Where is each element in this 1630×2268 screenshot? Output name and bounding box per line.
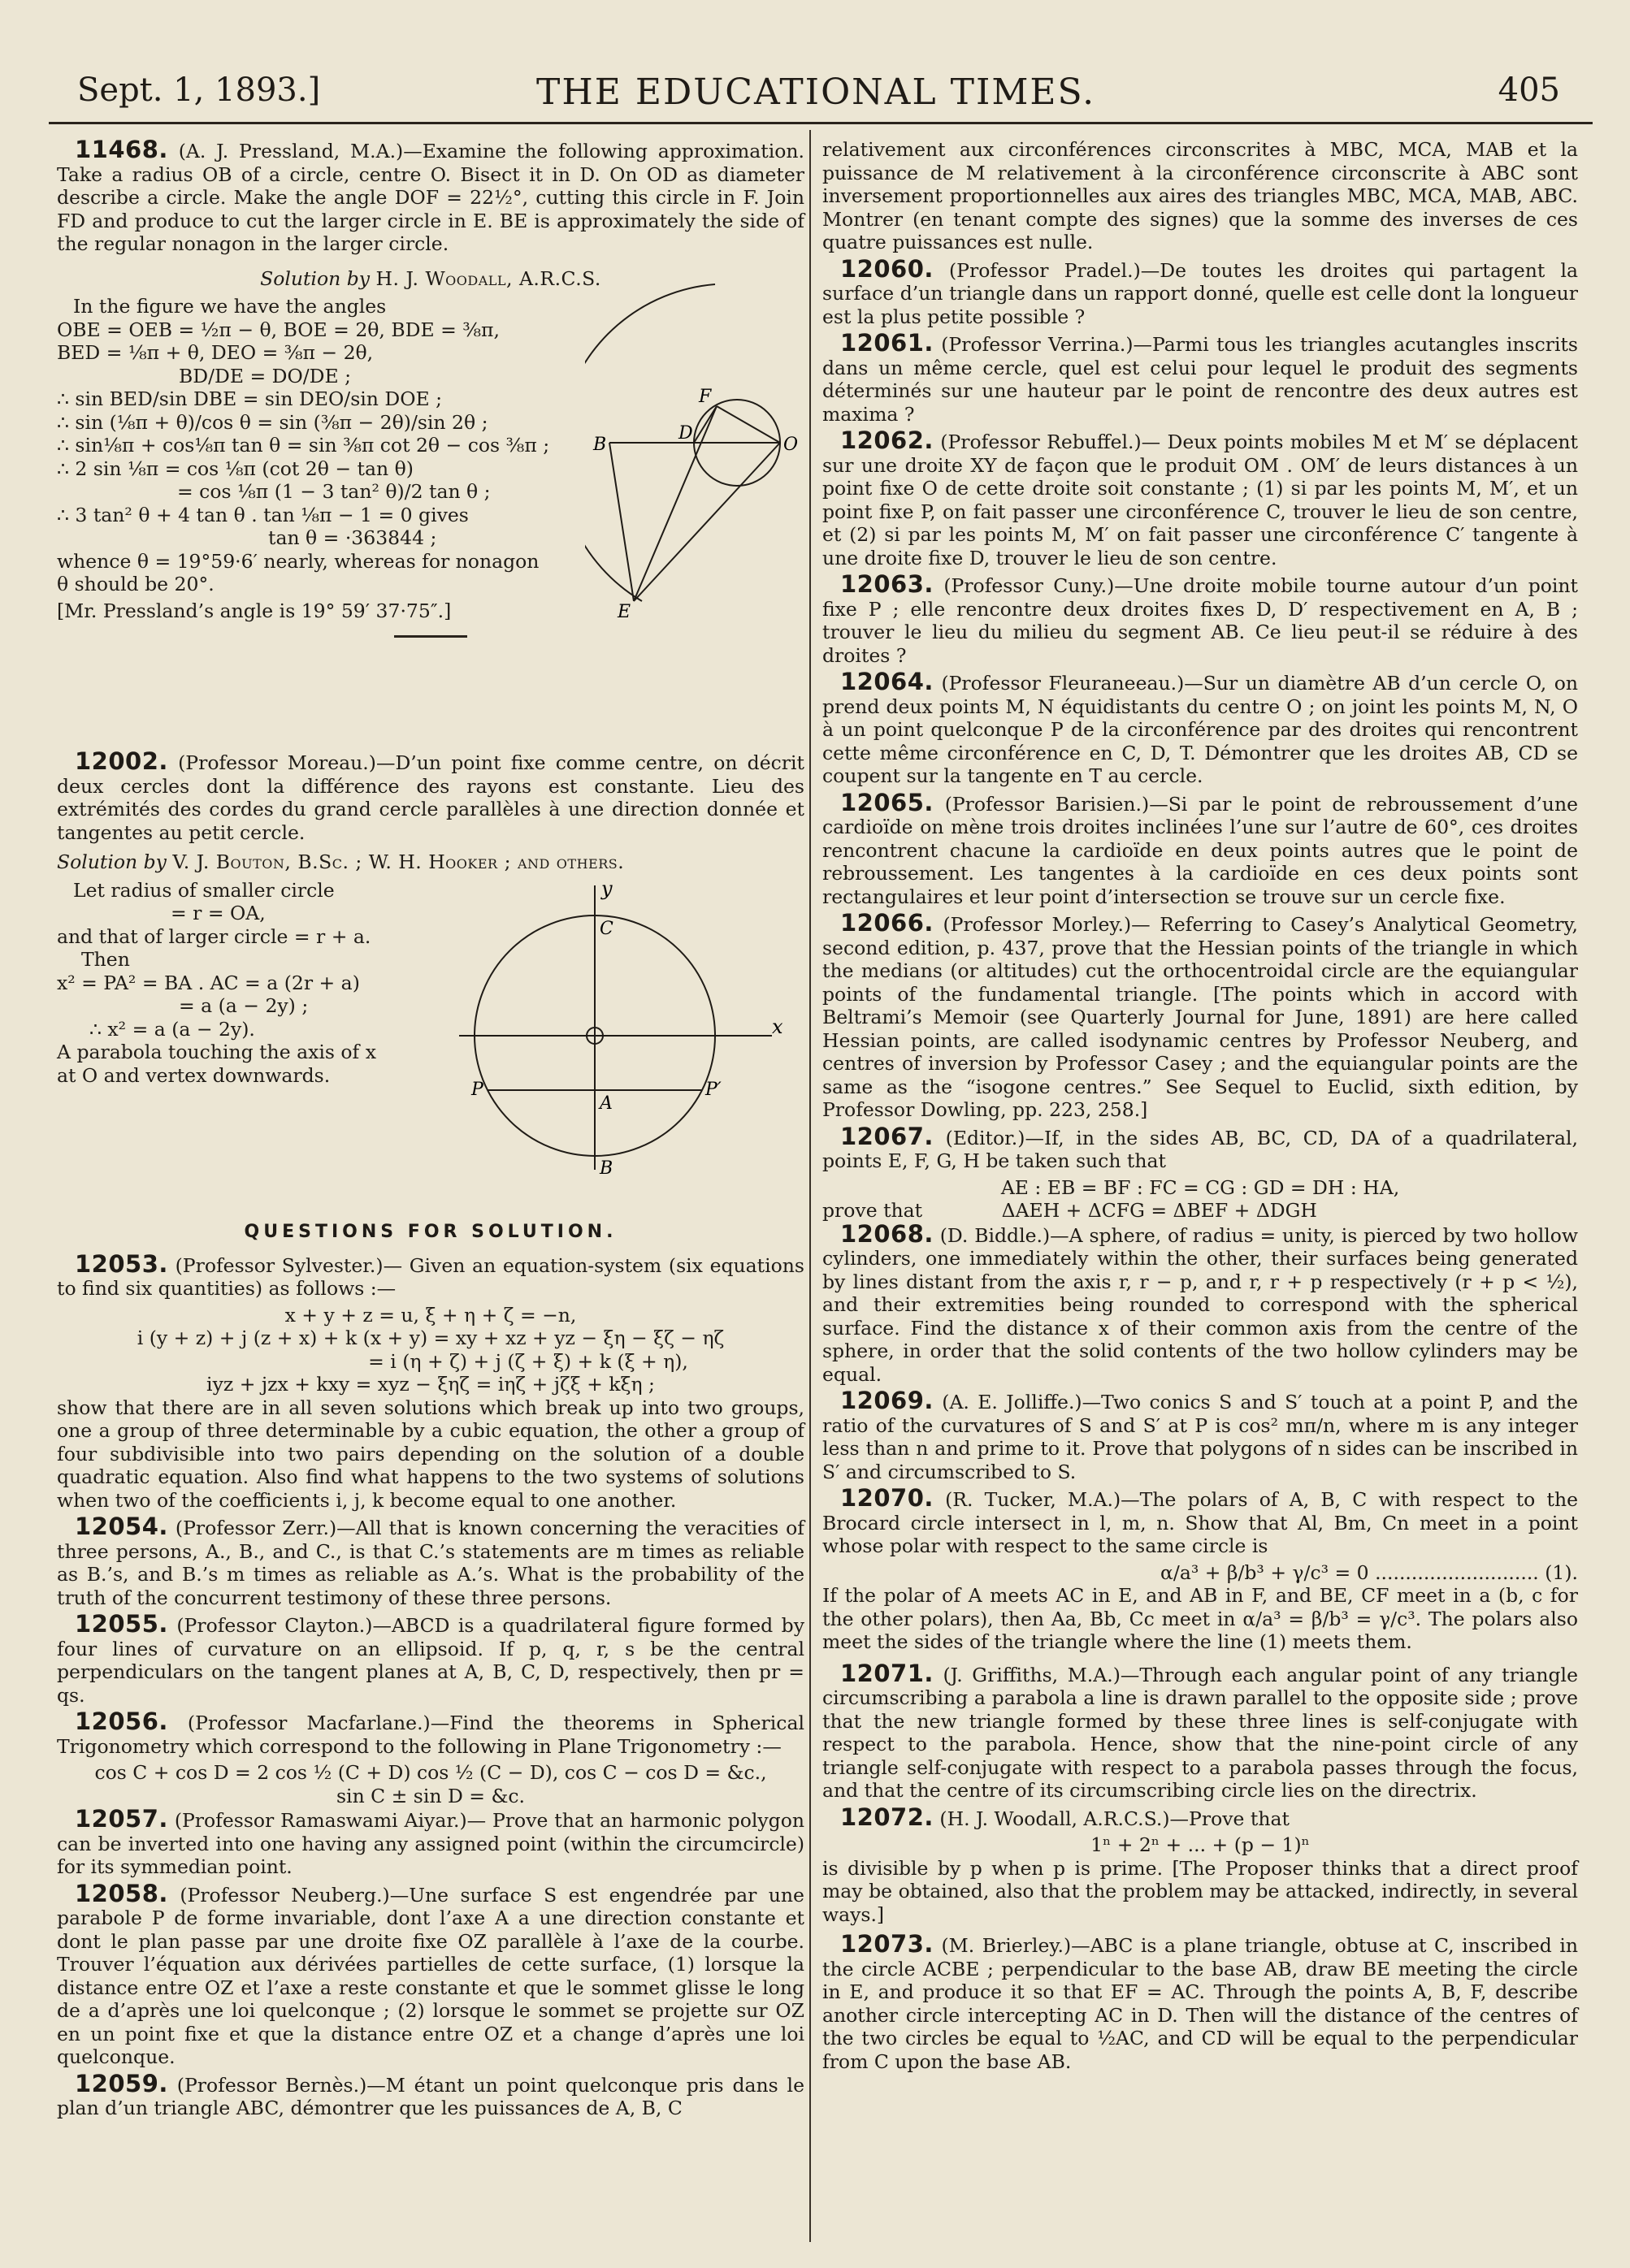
question-12072: 12072. (H. J. Woodall, A.R.C.S.)—Prove that bbox=[840, 1803, 1290, 1831]
solution-12002-body: Solution by V. J. Bouton, B.Sc. ; W. H. Hooker ; and others. Let radius of smaller circle = r = OA, and that of larger circle = r + a. Then x² = PA² = BA . AC = a (2r + a) = a (a − 2y) ; ∴ x² = a (a − 2y). A parabola touching the axis of x at O and vertex downwards. bbox=[57, 850, 625, 1087]
question-12053: 12053. (Professor Sylvester.)— Given an equation-system (six equations to find six quantities) as follows :— bbox=[57, 1249, 804, 1300]
right-column: relativement aux circonférences circonscrites à MBC, MCA, MAB et la puissance de M relativement à la circonférence circonscrite à ABC sont inversement proportionnelles aux aires des triangles MBC, MCA, MAB, ABC. Montrer (en tenant compte des signes) que la somme des inverses de ces quatre puissances est nulle. 12060. (Professor Pradel.)—De toutes les droites qui partagent la surface d’un triangle dans un rapport donné, quelle est celle dont la longueur est la plus petite possible ? 12061. (Professor Verrina.)—Parmi tous les triangles acutangles inscrits dans un même cercle, quel est celui pour lequel le produit des segments déterminés sur une hauteur par le point de rencontre des deux autres est maxima ? 12062. (Professor Rebuffel.)— Deux points mobiles M et M′ se déplacent sur une droite XY de façon que le produit OM . OM′ de leurs distances à un point fixe O de cette droite soit constante ; (1) si par les points M, M′, et un point fixe P, on fait passer une circonférence C, trouver le lieu de son centre, et (2) si par les points M, M′ on fait passer une circonférence C′ tangente à une droite fixe D, trouver le lieu de son centre. 12063. (Professor Cuny.)—Une droite mobile tourne autour d’un point fixe P ; elle rencontre deux droites fixes D, D′ respectivement en A, B ; trouver le lieu du milieu du segment AB. Ce lieu peut-il se réduire à des droites ? 12064. (Professor Fleuraneeau.)—Sur un diamètre AB d’un cercle O, on prend deux points M, N équidistants du centre O ; on joint les points M, N, O à un point quelconque P de la circonférence par des droites qui rencontrent cette même circonférence en C, D, T. Démontrer que les droites AB, CD se coupent sur la tangente en T au cercle. 12065. (Professor Barisien.)—Si par le point de rebroussement d’une cardioïde on mène trois droites inclinées l’une sur l’autre de 60°, ces droites rencontrent chacune la cardioïde en deux points autres que le point de rebroussement. Les tangentes à la cardioïde en ces deux points sont rectangulaires et leur point d’intersection se trouve sur un cercle fixe. 12066. (Professor Morley.)— Referring to Casey’s Analytical Geometry, second edition, p. 437, prove that the Hessian points of the triangle in which the medians (or altitudes) cut the orthocentroidal circle are the equiangular points of the fundamental triangle. [The points which in accord with Beltrami’s Memoir (see Quarterly Journal for June, 1891) are here called Hessian points, are called isodynamic centres by Professor Neuberg, and centres of inversion by Professor Casey ; and the equiangular points are the same as the “isogone centres.” See Sequel to Euclid, sixth edition, by Professor Dowling, pp. 223, 258.] 12067. (Editor.)—If, in the sides AB, BC, CD, DA of a quadrilateral, points E, F, G, H be taken such that AE : EB = BF : FC = CG : GD = DH : HA, prove that ΔAEH + ΔCFG = ΔBEF + ΔDGH 12068. (D. Biddle.)—A sphere, of radius = unity, is pierced by two hollow cylinders, one immediately within the other, their surfaces being generated by lines distant from the axis r, r − p, and r, r + p respectively (r + p < ½), and their extremities being rounded to correspond with the spherical surface. Find the distance x of their common axis from the centre of the sphere, in order that the solid contents of the two hollow cylinders may be equal. 12069. (A. E. Jolliffe.)—Two conics S and S′ touch at a point P, and the ratio of the curvatures of S and S′ at P is cos² mπ/n, where m is any integer less than n and prime to it. Prove that polygons of n sides can be inscribed in S′ and circumscribed to S. 12070. (R. Tucker, M.A.)—The polars of A, B, C with respect to the Brocard circle intersect in l, m, n. Show that Al, Bm, Cn meet in a point whose polar with respect to the same circle is α/a³ + β/b³ + γ/c³ = 0 ........................... (1). If the polar of A meets AC in E, and AB in F, and BE, CF meet in a (b, c for the other polars), then Aa, Bb, Cc meet in α/a³ = β/b³ = γ/c³. The polars also meet the sides of the triangle where the line (1) meets them. 12071. (J. Griffiths, M.A.)—Through each angular point of any triangle circumscribing a parabola a line is drawn parallel to the opposite side ; prove that the new triangle formed by these three lines is self-conjugate with respect to the parabola. Hence, show that the nine-point circle of any triangle self-conjugate with respect to a parabola passes through the focus, and that the centre of its circumscribing circle lies on the directrix. 12072. (H. J. Woodall, A.R.C.S.)—Prove that 1ⁿ + 2ⁿ + ... + (p − 1)ⁿ is divisible by p when p is prime. [The Proposer thinks that a direct proof may be obtained, also that the problem may be attacked, indirectly, in several ways.] 12073. (M. Brierley.)—ABC is a plane triangle, obtuse at C, inscribed in the circle ACBE ; perpendicular to the base AB, draw BE meeting the circle in E, and produce it so that EF = AC. Through the points A, B, F, describe another circle intercepting AC in D. Then will the distance of the centres of the two circles be equal to ½AC, and CD will be equal to the perpendicular from C upon the base AB. bbox=[822, 138, 1578, 2073]
question-12073: 12073. (M. Brierley.)—ABC is a plane triangle, obtuse at C, inscribed in the circle ACBE ; perpendicular to the base AB, draw BE meeting the circle in E, and produce it so that EF = AC. Through the points A, B, F, describe another circle intercepting AC in D. Then will the distance of the centres of the two circles be equal to ½AC, and CD will be equal to the perpendicular from C upon the base AB. bbox=[822, 1930, 1578, 2073]
fig2-label-b: B bbox=[600, 1158, 613, 1179]
questions-heading: QUESTIONS FOR SOLUTION. bbox=[244, 1222, 618, 1242]
question-12057: 12057. (Professor Ramaswami Aiyar.)— Prove that an harmonic polygon can be inverted into one having any assigned point (within the circumcircle) for its symmedian point. bbox=[57, 1805, 804, 1878]
fig2-label-p: P bbox=[471, 1080, 483, 1100]
question-12056: 12056. (Professor Macfarlane.)—Find the theorems in Spherical Trigonometry which correspond to the following in Plane Trigonometry :— bbox=[57, 1707, 804, 1758]
question-12060: 12060. (Professor Pradel.)—De toutes les droites qui partagent la surface d’un triangle dans un rapport donné, quelle est celle dont la longueur est la plus petite possible ? bbox=[822, 254, 1578, 328]
separator bbox=[394, 635, 467, 638]
page-header bbox=[49, 71, 1593, 123]
question-12062: 12062. (Professor Rebuffel.)— Deux points mobiles M et M′ se déplacent sur une droite XY de façon que le produit OM . OM′ de leurs distances à un point fixe O de cette droite soit constante ; (1) si par les points M, M′, et un point fixe P, on fait passer une circonférence C, trouver le lieu de son centre, et (2) si par les points M, M′ on fait passer une circonférence C′ tangente à une droite fixe D, trouver le lieu de son centre. bbox=[822, 426, 1578, 569]
solution-11468-heading: Solution by H. J. Woodall, A.R.C.S. bbox=[260, 266, 601, 290]
fig2-label-a: A bbox=[600, 1093, 613, 1114]
question-12058: 12058. (Professor Neuberg.)—Une surface S est engendrée par une parabole P de forme invariable, dont l’axe A a une direction constante et dont le plan passe par une droite fixe OZ parallèle à l’axe de la courbe. Trouver l’équation aux dérivées partielles de cette surface, (1) lorsque la distance entre OZ et l’axe a reste constante et que le sommet glisse le long de a d’après une loi quelconque ; (2) lorsque le sommet se projette sur OZ en un point fixe et que la distance entre OZ et a change d’après une loi quelconque. bbox=[57, 1879, 804, 2068]
fig2-label-x: x bbox=[772, 1015, 783, 1038]
question-12066: 12066. (Professor Morley.)— Referring to Casey’s Analytical Geometry, second edition, p. 437, prove that the Hessian points of the triangle in which the medians (or altitudes) cut the orthocentroidal circle are the equiangular points of the fundamental triangle. [The points which in accord with Beltrami’s Memoir (see Quarterly Journal for June, 1891) are here called Hessian points, are called isodynamic centres by Professor Neuberg, and centres of inversion by Professor Casey ; and the equiangular points are the same as the “isogone centres.” See Sequel to Euclid, sixth edition, by Professor Dowling, pp. 223, 258.] bbox=[822, 909, 1578, 1121]
fig1-label-o: O bbox=[783, 435, 799, 455]
header-date: Sept. 1, 1893.] bbox=[77, 71, 321, 109]
question-12059: 12059. (Professor Bernès.)—M étant un point quelconque pris dans le plan d’un triangle ABC, démontrer que les puissances de A, B, C bbox=[57, 2069, 804, 2119]
fig1-label-d: D bbox=[678, 423, 693, 444]
question-12069: 12069. (A. E. Jolliffe.)—Two conics S and S′ touch at a point P, and the ratio of the curvatures of S and S′ at P is cos² mπ/n, where m is any integer less than n and prime to it. Prove that polygons of n sides can be inscribed in S′ and circumscribed to S. bbox=[822, 1387, 1578, 1483]
fig1-label-f: F bbox=[699, 387, 712, 407]
question-12068: 12068. (D. Biddle.)—A sphere, of radius = unity, is pierced by two hollow cylinders, one immediately within the other, their surfaces being generated by lines distant from the axis r, r − p, and r, r + p respectively (r + p < ½), and their extremities being rounded to correspond with the spherical surface. Find the distance x of their common axis from the centre of the sphere, in order that the solid contents of the two hollow cylinders may be equal. bbox=[822, 1219, 1578, 1386]
question-12002: 12002. (Professor Moreau.)—D’un point fixe comme centre, on décrit deux cercles dont la différence des rayons est constante. Lieu des extrémités des cordes du grand cercle parallèles à une direction donnée et tangentes au petit cercle. bbox=[57, 747, 804, 844]
fig2-label-c: C bbox=[600, 919, 613, 939]
header-title: THE EDUCATIONAL TIMES. bbox=[536, 71, 1096, 113]
fig2-label-p-prime: P′ bbox=[705, 1080, 722, 1100]
fig2-label-y: y bbox=[601, 877, 613, 900]
solution-11468-body: In the figure we have the angles OBE = OEB = ½π − θ, BOE = 2θ, BDE = ⅜π, BED = ⅛π + θ, DEO = ⅜π − 2θ, BD/DE = DO/DE ; ∴ sin BED/sin DBE = sin DEO/sin DOE ; ∴ sin (⅛π + θ)/cos θ = sin (⅜π − 2θ)/sin 2θ ; ∴ sin⅛π + cos⅛π tan θ = sin ⅜π cot 2θ − cos ⅜π ; ∴ 2 sin ⅛π = cos ⅛π (cot 2θ − tan θ) = cos ⅛π (1 − 3 tan² θ)/2 tan θ ; ∴ 3 tan² θ + 4 tan θ . tan ⅛π − 1 = 0 gives tan θ = ·363844 ; whence θ = 19°59·6′ nearly, whereas for nonagon θ should be 20°. [Mr. Pressland’s angle is 19° 59′ 37·75″.] bbox=[57, 295, 804, 750]
question-12063: 12063. (Professor Cuny.)—Une droite mobile tourne autour d’un point fixe P ; elle rencontre deux droites fixes D, D′ respectivement en A, B ; trouver le lieu du milieu du segment AB. Ce lieu peut-il se réduire à des droites ? bbox=[822, 570, 1578, 667]
fig1-label-b: B bbox=[593, 435, 607, 455]
question-12065: 12065. (Professor Barisien.)—Si par le point de rebroussement d’une cardioïde on mène trois droites inclinées l’une sur l’autre de 60°, ces droites rencontrent chacune la cardioïde en deux points autres que le point de rebroussement. Les tangentes à la cardioïde en ces deux points sont rectangulaires et leur point d’intersection se trouve sur un cercle fixe. bbox=[822, 788, 1578, 908]
question-12061: 12061. (Professor Verrina.)—Parmi tous les triangles acutangles inscrits dans un même cercle, quel est celui pour lequel le produit des segments déterminés sur une hauteur par le point de rencontre des deux autres est maxima ? bbox=[822, 329, 1578, 426]
question-11468: 11468. (A. J. Pressland, M.A.)—Examine the following approximation. Take a radius OB of a circle, centre O. Bisect it in D. On OD as diameter describe a circle. Make the angle DOF = 22½°, cutting this circle in F. Join FD and produce to cut the larger circle in E. BE is approximately the side of the regular nonagon in the larger circle. bbox=[57, 136, 804, 255]
question-12070: 12070. (R. Tucker, M.A.)—The polars of A, B, C with respect to the Brocard circle intersect in l, m, n. Show that Al, Bm, Cn meet in a point whose polar with respect to the same circle is bbox=[822, 1484, 1578, 1557]
question-12064: 12064. (Professor Fleuraneeau.)—Sur un diamètre AB d’un cercle O, on prend deux points M, N équidistants du centre O ; on joint les points M, N, O à un point quelconque P de la circonférence par des droites qui rencontrent cette même circonférence en C, D, T. Démontrer que les droites AB, CD se coupent sur la tangente en T au cercle. bbox=[822, 668, 1578, 787]
question-12067: 12067. (Editor.)—If, in the sides AB, BC, CD, DA of a quadrilateral, points E, F, G, H be taken such that bbox=[822, 1122, 1578, 1172]
header-page-number: 405 bbox=[1498, 71, 1560, 109]
question-12055: 12055. (Professor Clayton.)—ABCD is a quadrilateral figure formed by four lines of curvature on an ellipsoid. If p, q, r, s be the central perpendiculars on the tangent planes at A, B, C, D, respectively, then pr = qs. bbox=[57, 1610, 804, 1707]
header-rule bbox=[49, 122, 1593, 124]
question-12059-continued: relativement aux circonférences circonscrites à MBC, MCA, MAB et la puissance de M relativement à la circonférence circonscrite à ABC sont inversement proportionnelles aux aires des triangles MBC, MCA, MAB, ABC. Montrer (en tenant compte des signes) que la somme des inverses de ces quatre puissances est nulle. bbox=[822, 138, 1578, 253]
question-12054: 12054. (Professor Zerr.)—All that is known concerning the veracities of three persons, A., B., and C., is that C.’s statements are m times as reliable as B.’s, and B.’s m times as reliable as A.’s. What is the probability of the truth of the concurrent testimony of these three persons. bbox=[57, 1513, 804, 1609]
fig1-label-e: E bbox=[618, 602, 631, 622]
left-column: 11468. (A. J. Pressland, M.A.)—Examine the following approximation. Take a radius OB of a circle, centre O. Bisect it in D. On OD as diameter describe a circle. Make the angle DOF = 22½°, cutting this circle in F. Join FD and produce to cut the larger circle in E. BE is approximately the side of the regular nonagon in the larger circle. Solution by H. J. Woodall, A.R.C.S. In the figure we have the angles OBE = OEB = ½π − θ, BOE = 2θ, BDE = ⅜π, BED = ⅛π + θ, DEO = ⅜π − 2θ, BD/DE = DO/DE ; ∴ sin BED/sin DBE = sin DEO/sin DOE ; ∴ sin (⅛π + θ)/cos θ = sin (⅜π − 2θ)/sin 2θ ; ∴ sin⅛π + cos⅛π tan θ = sin ⅜π cot 2θ − cos ⅜π ; ∴ 2 sin ⅛π = cos ⅛π (cot 2θ − tan θ) = cos ⅛π (1 − 3 tan² θ)/2 tan θ ; ∴ 3 tan² θ + 4 tan θ . tan ⅛π − 1 = 0 gives tan θ = ·363844 ; whence θ = 19°59·6′ nearly, whereas for nonagon θ should be 20°. [Mr. Pressland’s angle is 19° 59′ 37·75″.] 12002. (Professor Moreau.)—D’un point fixe comme centre, on décrit deux cercles dont la différence des rayons est constante. Lieu des extrémités des cordes du grand cercle parallèles à une direction donnée et tangentes au petit cercle. Solution by V. J. Bouton, B.Sc. ; W. H. Hooker ; and others. Let radius of smaller circle = r = OA, and that of larger circle = r + a. Then x² = PA² = BA . AC = a (2r + a) = a (a − 2y) ; ∴ x² = a (a − 2y). A parabola touching the axis of x at O and vertex downwards. QUESTIONS FOR SOLUTION. 12053. (Professor Sylvester.)— Given an equation-system (six equations to find six quantities) as follows :— x + y + z = u, ξ + η + ζ = −n, i (y + z) + j (z + x) + k (x + y) = xy + xz + yz − ξη − ξζ − ηζ = i (η + ζ) + j (ζ + ξ) + k (ξ + η), iyz + jzx + kxy = xyz − ξηζ = iηζ + jζξ + kξη ; show that there are in all seven solutions which break up into two groups, one a group of three determinable by a cubic equation, the other a group of four subdivisible into two pairs depending on the solution of a double quadratic equation. Also find what happens to the two systems of solutions when two of the coefficients i, j, k become equal to one another. 12054. (Professor Zerr.)—All that is known concerning the veracities of three persons, A., B., and C., is that C.’s statements are m times as reliable as B.’s, and B.’s m times as reliable as A.’s. What is the probability of the truth of the concurrent testimony of these three persons. 12055. (Professor Clayton.)—ABCD is a quadrilateral figure formed by four lines of curvature on an ellipsoid. If p, q, r, s be the central perpendiculars on the tangent planes at A, B, C, D, respectively, then pr = qs. 12056. (Professor Macfarlane.)—Find the theorems in Spherical Trigonometry which correspond to the following in Plane Trigonometry :— cos C + cos D = 2 cos ½ (C + D) cos ½ (C − D), cos C − cos D = &c., sin C ± sin D = &c. 12057. (Professor Ramaswami Aiyar.)— Prove that an harmonic polygon can be inverted into one having any assigned point (within the circumcircle) for its symmedian point. 12058. (Professor Neuberg.)—Une surface S est engendrée par une parabole P de forme invariable, dont l’axe A a une direction constante et dont le plan passe par une droite fixe OZ parallèle à l’axe de la courbe. Trouver l’équation aux dérivées partielles de cette surface, (1) lorsque la distance entre OZ et l’axe a reste constante et que le sommet glisse le long de a d’après une loi quelconque ; (2) lorsque le sommet se projette sur OZ en un point fixe et que la distance entre OZ et a change d’après une loi quelconque. 12059. (Professor Bernès.)—M étant un point quelconque pris dans le plan d’un triangle ABC, démontrer que les puissances de A, B, C bbox=[57, 136, 804, 2119]
column-rule bbox=[809, 130, 811, 2242]
question-12071: 12071. (J. Griffiths, M.A.)—Through each angular point of any triangle circumscribing a parabola a line is drawn parallel to the opposite side ; prove that the new triangle formed by these three lines is self-conjugate with respect to the parabola. Hence, show that the nine-point circle of any triangle self-conjugate with respect to a parabola passes through the focus, and that the centre of its circumscribing circle lies on the directrix. bbox=[822, 1659, 1578, 1802]
